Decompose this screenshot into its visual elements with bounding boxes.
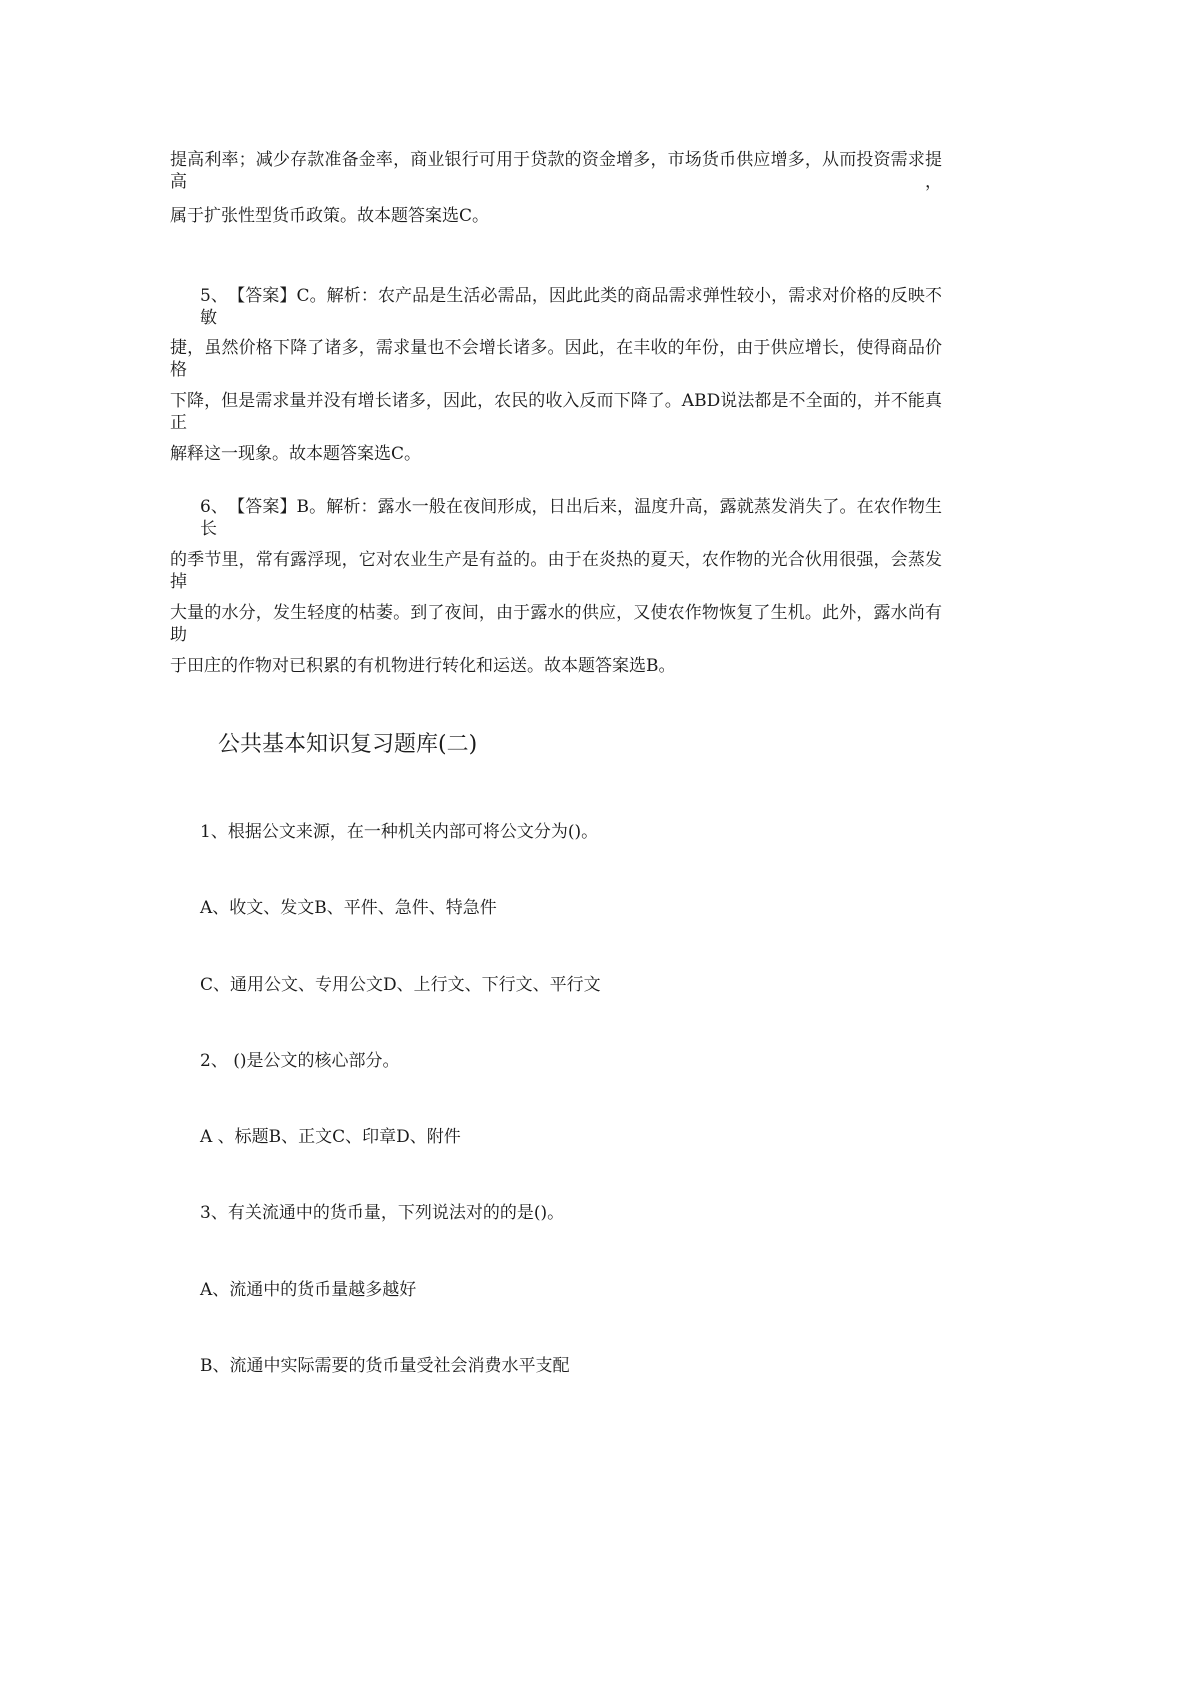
question-line: 2、 ()是公文的核心部分。 [200, 1051, 400, 1071]
answer-5-line: 捷，虽然价格下降了诸多，需求量也不会增长诸多。因此，在丰收的年份，由于供应增长，使得商品价格 [170, 338, 942, 380]
answer-5-line: 5、 【答案】C。解析：农产品是生活必需品，因此此类的商品需求弹性较小，需求对价格的反映不敏 [200, 286, 942, 328]
option-line: A、流通中的货币量越多越好 [200, 1280, 417, 1300]
option-line: B、流通中实际需要的货币量受社会消费水平支配 [200, 1356, 570, 1376]
section-title: 公共基本知识复习题库(二) [218, 732, 478, 757]
option-line: C、通用公文、专用公文D、上行文、下行文、平行文 [200, 975, 601, 995]
answer-6-line: 大量的水分，发生轻度的枯萎。到了夜间，由于露水的供应，又使农作物恢复了生机。此外，露水尚有助 [170, 603, 942, 645]
paragraph-line: 属于扩张性型货币政策。故本题答案选C。 [170, 206, 490, 226]
answer-5-line: 下降，但是需求量并没有增长诸多，因此，农民的收入反而下降了。ABD说法都是不全面的，并不能真正 [170, 391, 942, 433]
answer-5-line: 解释这一现象。故本题答案选C。 [170, 444, 422, 464]
option-line: A 、标题B、正文C、印章D、附件 [200, 1127, 461, 1147]
question-line: 1、根据公文来源，在一种机关内部可将公文分为()。 [200, 822, 599, 842]
paragraph-line: 提高利率；减少存款准备金率，商业银行可用于贷款的资金增多，市场货币供应增多，从而投资需求提高， [170, 150, 942, 192]
option-line: A、收文、发文B、平件、急件、特急件 [200, 898, 497, 918]
question-line: 3、有关流通中的货币量，下列说法对的的是()。 [200, 1203, 565, 1223]
answer-6-line: 的季节里，常有露浮现，它对农业生产是有益的。由于在炎热的夏天，农作物的光合伙用很强，会蒸发掉 [170, 550, 942, 592]
answer-6-line: 6、 【答案】B。解析：露水一般在夜间形成，日出后来，温度升高，露就蒸发消失了。在农作物生长 [200, 497, 942, 539]
answer-6-line: 于田庄的作物对已积累的有机物进行转化和运送。故本题答案选B。 [170, 656, 676, 676]
